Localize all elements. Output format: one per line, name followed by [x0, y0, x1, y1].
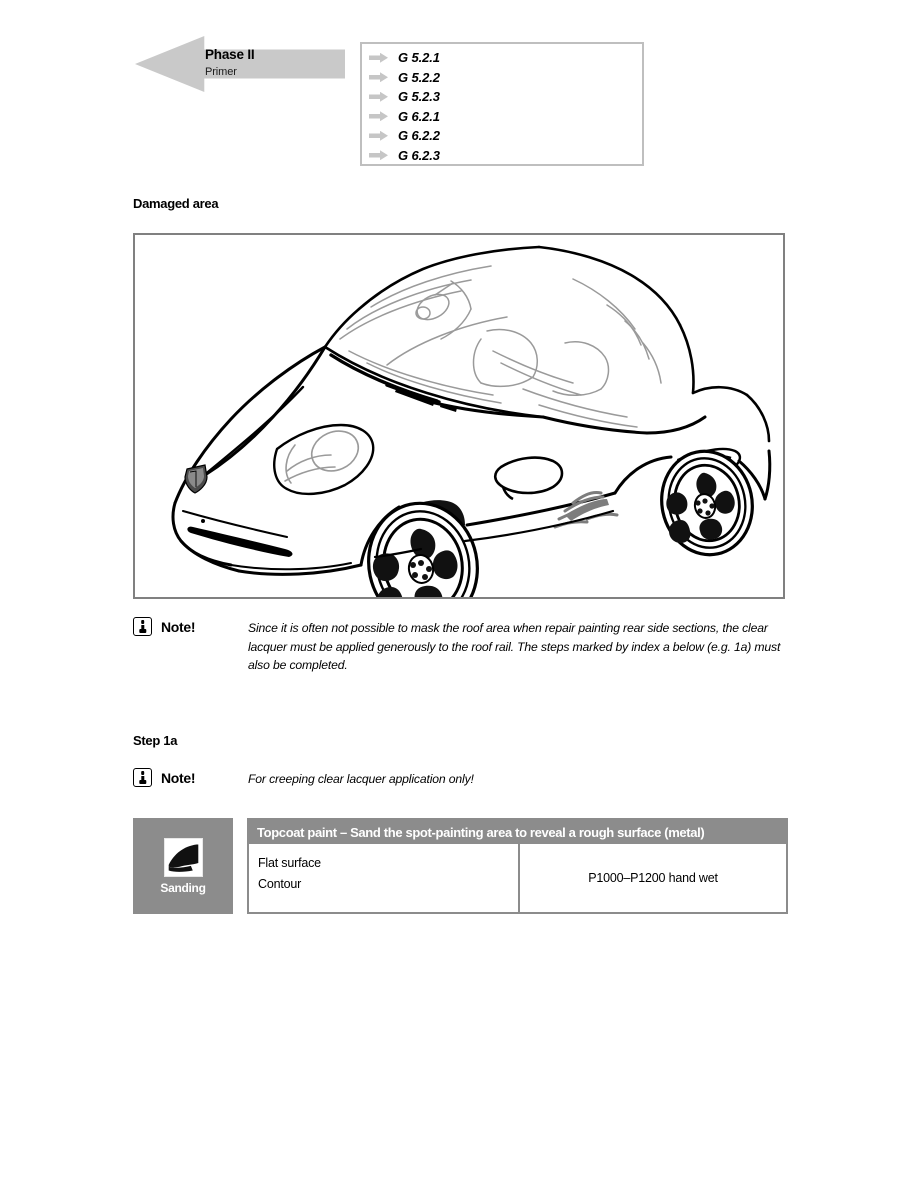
sanding-spec-table	[247, 818, 788, 914]
phase-text-group	[205, 47, 343, 79]
reference-label: G 5.2.3	[398, 89, 440, 105]
arrow-right-icon	[369, 53, 388, 63]
damaged-area-heading: Damaged area	[133, 196, 219, 211]
table-cell-surface-types	[249, 844, 520, 912]
reference-label: G 6.2.3	[398, 147, 440, 163]
arrow-right-icon	[369, 111, 388, 121]
reference-list-box	[360, 42, 644, 166]
reference-label: G 6.2.2	[398, 128, 440, 144]
sanding-block-icon	[164, 838, 203, 877]
grit-spec-value: P1000–P1200 hand wet	[588, 870, 718, 885]
surface-type-flat: Flat surface	[258, 856, 321, 870]
arrow-right-icon	[369, 92, 388, 102]
note-label: Note!	[161, 769, 196, 786]
list-item[interactable]	[369, 87, 619, 107]
damaged-area-illustration-frame	[133, 233, 785, 599]
arrow-right-icon	[369, 72, 388, 82]
list-item[interactable]	[369, 126, 619, 146]
sanding-tile-label: Sanding	[160, 880, 206, 895]
reference-label: G 5.2.1	[398, 50, 440, 66]
table-row	[249, 844, 786, 912]
step-heading: Step 1a	[133, 733, 178, 748]
phase-title: Phase II	[205, 47, 255, 62]
list-item[interactable]	[369, 107, 619, 127]
sanding-tile	[133, 818, 233, 914]
reference-label: G 5.2.2	[398, 69, 440, 85]
table-cell-grit-spec	[520, 844, 786, 912]
note-header	[133, 768, 195, 787]
arrow-right-icon	[369, 150, 388, 160]
table-header: Topcoat paint – Sand the spot-painting area to reveal a rough surface (metal)	[249, 820, 786, 844]
sanding-spec-section	[133, 818, 788, 914]
note-text: Since it is often not possible to mask the roof area when repair painting rear side sections, the clear lacquer must be applied generously to the roof rail. The steps marked by index a below (e.g. 1a) must also be completed.	[248, 621, 781, 672]
note-text: For creeping clear lacquer application only!	[248, 772, 474, 786]
arrow-right-icon	[369, 131, 388, 141]
info-icon	[133, 617, 152, 636]
phase-arrow-banner	[135, 36, 345, 92]
list-item[interactable]	[369, 68, 619, 88]
surface-type-contour: Contour	[258, 877, 302, 891]
front-wheel	[357, 493, 488, 597]
porsche-crest-badge	[185, 465, 207, 493]
list-item[interactable]	[369, 146, 619, 166]
reference-label: G 6.2.1	[398, 108, 440, 124]
phase-subtitle: Primer	[205, 66, 237, 78]
info-icon	[133, 768, 152, 787]
note-label: Note!	[161, 618, 196, 635]
reference-list	[369, 48, 619, 165]
porsche-911-convertible-line-drawing	[135, 235, 783, 597]
list-item[interactable]	[369, 48, 619, 68]
note-header	[133, 617, 195, 636]
rear-wheel	[652, 443, 762, 563]
